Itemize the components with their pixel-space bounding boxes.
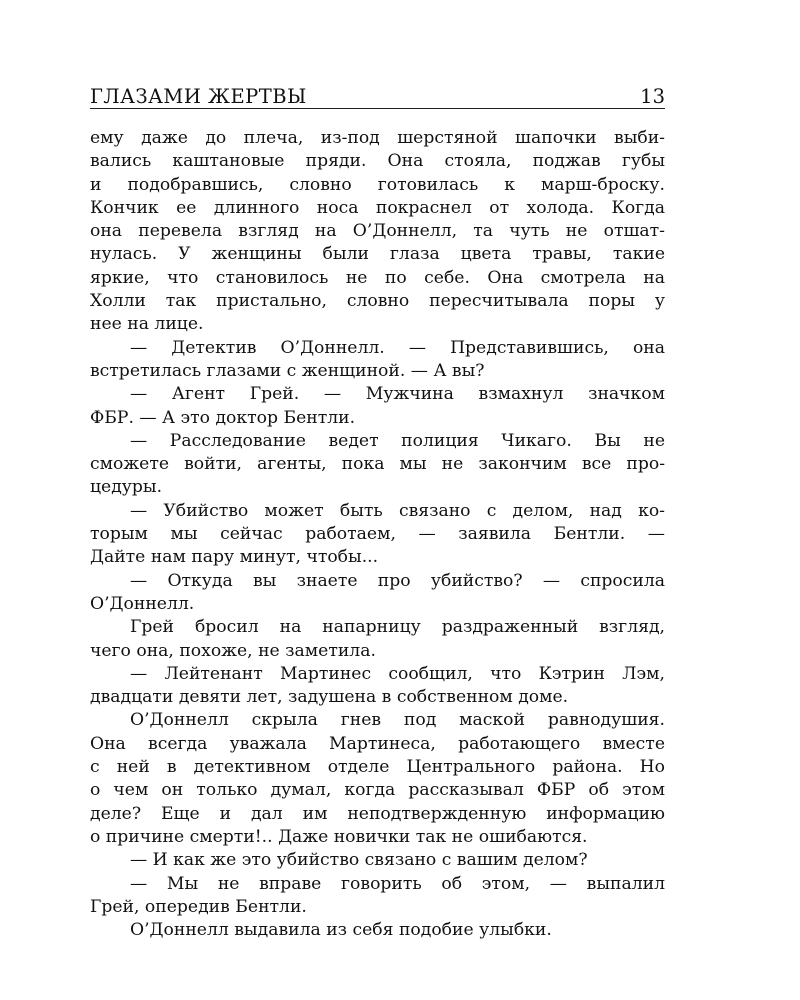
text-line: сможете войти, агенты, пока мы не закончим все про- bbox=[90, 454, 665, 475]
text-line: встретилась глазами с женщиной. — А вы? bbox=[90, 360, 485, 381]
text-line: — Мы не вправе говорить об этом, — выпалил bbox=[130, 873, 665, 894]
text-line: цедуры. bbox=[90, 477, 163, 498]
page-number: 13 bbox=[640, 84, 665, 108]
running-head bbox=[90, 78, 665, 109]
text-line: двадцати девяти лет, задушена в собственном доме. bbox=[90, 687, 569, 708]
text-line: торым мы сейчас работаем, — заявила Бентли. — bbox=[90, 524, 665, 545]
text-line: — Детектив О’Доннелл. — Представившись, она bbox=[130, 337, 665, 358]
text-line: ему даже до плеча, из-под шерстяной шапочки выби- bbox=[90, 128, 665, 148]
body-text bbox=[90, 127, 665, 942]
text-line: — Агент Грей. — Мужчина взмахнул значком bbox=[130, 384, 665, 405]
text-line: с ней в детективном отделе Центрального района. Но bbox=[90, 757, 665, 778]
text-line: Грей, опередив Бентли. bbox=[90, 896, 307, 917]
text-line: Холли так пристально, словно пересчитывала поры у bbox=[90, 291, 665, 312]
text-line: — Расследование ведет полиция Чикаго. Вы не bbox=[130, 430, 665, 451]
text-line: о чем он только думал, когда рассказывал ФБР об этом bbox=[90, 780, 665, 801]
text-line: Дайте нам пару минут, чтобы... bbox=[90, 547, 379, 568]
text-line: вались каштановые пряди. Она стояла, поджав губы bbox=[90, 151, 665, 172]
text-line: Кончик ее длинного носа покраснел от холода. Когда bbox=[90, 197, 665, 218]
text-line: О’Доннелл. bbox=[90, 593, 195, 614]
text-line: О’Доннелл выдавила из себя подобие улыбки. bbox=[130, 920, 552, 941]
text-line: о причине смерти!.. Даже новички так не ошибаются. bbox=[90, 826, 588, 847]
text-line: она перевела взгляд на О’Доннелл, та чуть не отшат- bbox=[90, 221, 665, 242]
book-page bbox=[90, 78, 665, 942]
text-line: — Лейтенант Мартинес сообщил, что Кэтрин Лэм, bbox=[130, 663, 665, 684]
text-line: — Откуда вы знаете про убийство? — спросила bbox=[130, 570, 665, 591]
text-line: и подобравшись, словно готовилась к марш-броску. bbox=[90, 174, 665, 195]
text-line: чего она, похоже, не заметила. bbox=[90, 640, 376, 661]
text-line: — И как же это убийство связано с вашим делом? bbox=[130, 850, 588, 871]
text-line: яркие, что становилось не по себе. Она смотрела на bbox=[90, 267, 665, 288]
text-line: нулась. У женщины были глаза цвета травы, такие bbox=[90, 244, 665, 265]
text-line: О’Доннелл скрыла гнев под маской равнодушия. bbox=[130, 710, 665, 731]
running-title: ГЛАЗАМИ ЖЕРТВЫ bbox=[90, 84, 307, 108]
text-line: — Убийство может быть связано с делом, над ко- bbox=[130, 500, 665, 521]
text-line: Грей бросил на напарницу раздраженный взгляд, bbox=[130, 617, 665, 638]
text-line: ФБР. — А это доктор Бентли. bbox=[90, 407, 356, 428]
text-line: деле? Еще и дал им неподтвержденную информацию bbox=[90, 803, 665, 824]
text-line: нее на лице. bbox=[90, 314, 204, 335]
text-line: Она всегда уважала Мартинеса, работающего вместе bbox=[90, 733, 665, 754]
